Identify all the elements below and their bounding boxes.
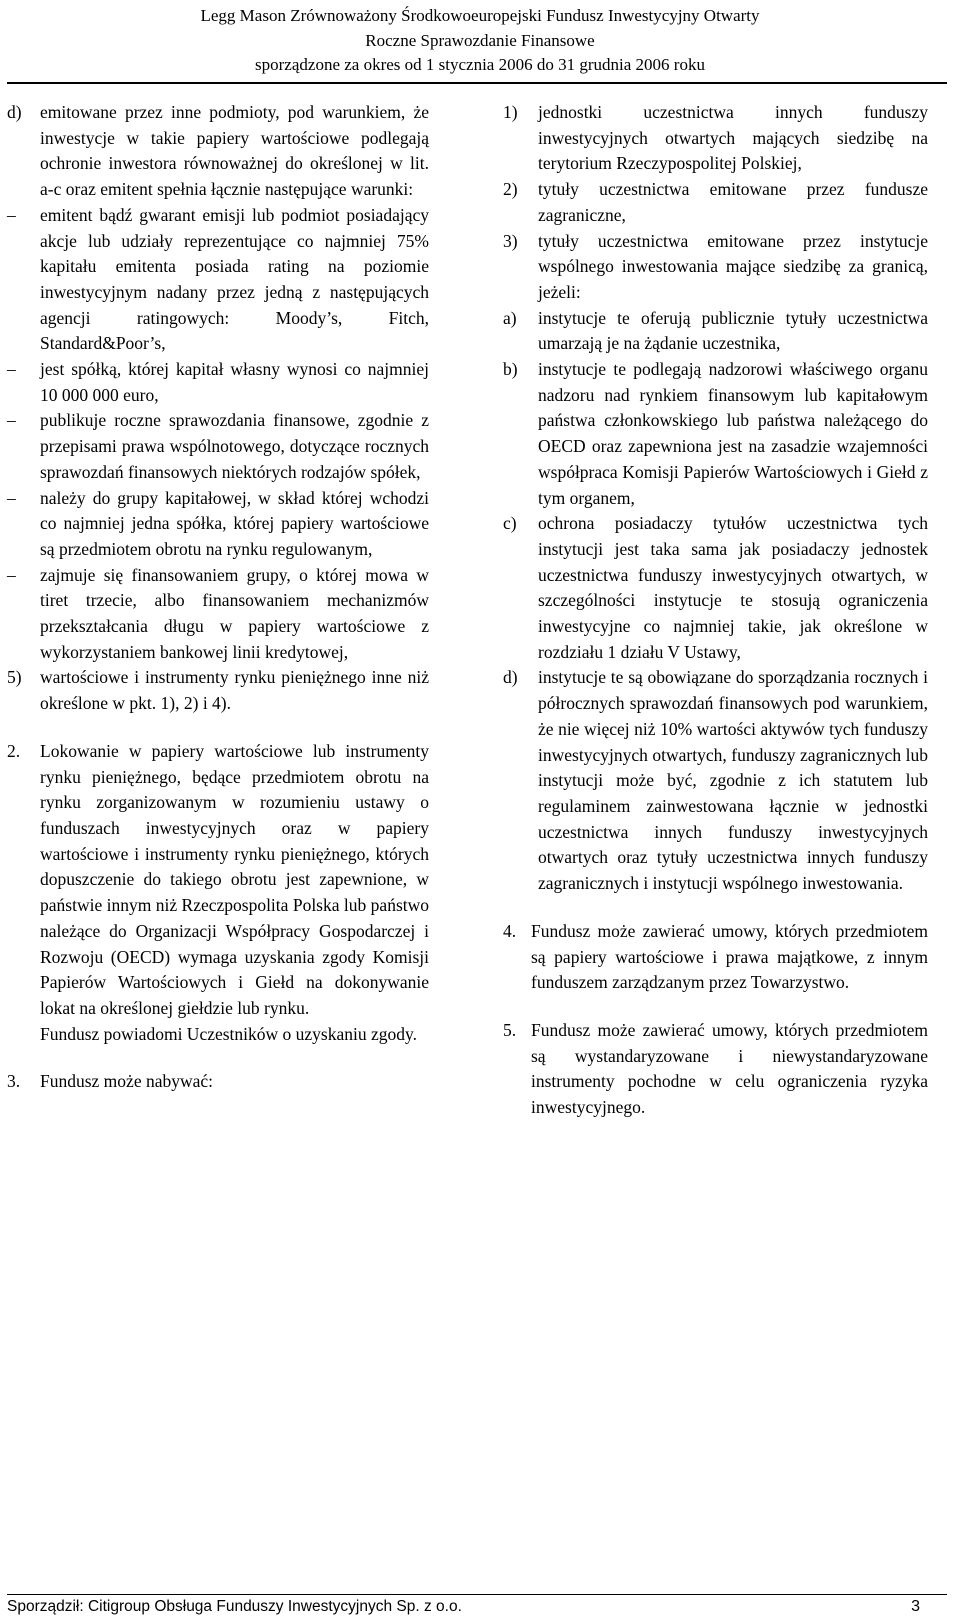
header-fund-name: Legg Mason Zrównoważony Środkowoeuropejski Fundusz Inwestycyjny Otwarty	[200, 6, 760, 25]
list-item	[503, 306, 928, 357]
dash-text: należy do grupy kapitałowej, w skład której wchodzi co najmniej jedna spółka, której papiery wartościowe są przedmiotem obrotu na rynku regulowanym,	[40, 487, 429, 559]
section-text-continued: Fundusz powiadomi Uczestników o uzyskaniu zgody.	[40, 1023, 418, 1044]
dash-item	[7, 203, 429, 357]
dash-item	[7, 357, 429, 408]
section-number: 5.	[503, 1019, 517, 1040]
item-label: b)	[503, 359, 518, 380]
dash-bullet: –	[7, 564, 16, 585]
section-number: 3.	[7, 1071, 21, 1092]
section-2	[7, 739, 429, 1047]
item-label: d)	[7, 102, 22, 122]
dash-text: zajmuje się finansowaniem grupy, o której mowa w tiret trzecie, albo finansowaniem mechanizmów przekształcania długu w papiery wartościowe z wykorzystaniem bankowej linii kredytowej,	[40, 564, 429, 662]
list-item	[503, 357, 928, 511]
dash-bullet: –	[7, 359, 16, 380]
item-label: c)	[503, 513, 517, 534]
item-label: d)	[503, 667, 518, 688]
section-3	[7, 1069, 429, 1095]
right-column	[503, 100, 928, 1121]
item-d	[7, 100, 429, 203]
list-item	[503, 665, 928, 896]
section-4	[503, 919, 928, 996]
item-label: 5)	[7, 667, 22, 688]
item-text: tytuły uczestnictwa emitowane przez fundusze zagraniczne,	[538, 179, 928, 225]
item-text: ochrona posiadaczy tytułów uczestnictwa tych instytucji jest taka sama jak posiadaczy jednostek uczestnictwa funduszy inwestycyjnych otwartych, w szczególności instytucje te stosują ograniczenia inwestycyjne co najmniej takie, jak określone w rozdziału 1 działu V Ustawy,	[538, 513, 928, 662]
item-text: instytucje te podlegają nadzorowi właściwego organu nadzoru nad rynkiem finansowym lub kapitałowym państwa członkowskiego lub państwa należącego do OECD oraz zapewniona jest na zasadzie wzajemności współpraca Komisji Papierów Wartościowych i Giełd z tym organem,	[538, 359, 928, 508]
dash-item	[7, 563, 429, 666]
item-text: jednostki uczestnictwa innych funduszy inwestycyjnych otwartych mających siedzibę na terytorium Rzeczypospolitej Polskiej,	[538, 102, 928, 174]
section-text: Fundusz może zawierać umowy, których przedmiotem są papiery wartościowe i prawa majątkowe, z innym funduszem zarządzanym przez Towarzystwo.	[531, 920, 928, 993]
item-label: a)	[503, 307, 517, 328]
item-5	[7, 665, 429, 716]
page-header	[0, 4, 960, 78]
dash-bullet: –	[7, 487, 16, 508]
dash-text: publikuje roczne sprawozdania finansowe, zgodnie z przepisami prawa wspólnotowego, dotyczące rocznych sprawozdań finansowych niektórych rodzajów spółek,	[40, 410, 429, 482]
header-period: sporządzone za okres od 1 stycznia 2006 do 31 grudnia 2006 roku	[255, 55, 705, 74]
list-item	[503, 511, 928, 665]
dash-item	[7, 486, 429, 563]
section-text: Lokowanie w papiery wartościowe lub instrumenty rynku pieniężnego, będące przedmiotem obrotu na rynku zorganizowanym w rozumieniu ustawy o funduszach inwestycyjnych oraz w papiery wartościowe i instrumenty rynku pieniężnego, których dopuszczenie do takiego obrotu jest zapewnione, w państwie innym niż Rzeczpospolita Polska lub państwo należące do Organizacji Współpracy Gospodarczej i Rozwoju (OECD) wymaga uzyskania zgody Komisji Papierów Wartościowych i Giełd na dokonywanie lokat na określonej giełdzie lub rynku.	[40, 740, 429, 1018]
dash-text: emitent bądź gwarant emisji lub podmiot posiadający akcje lub udziały reprezentujące co najmniej 75% kapitału emitenta posiada rating na poziomie inwestycyjnym nadany przez jedną z następujących agencji ratingowych: Moody’s, Fitch, Standard&Poor’s,	[40, 204, 429, 354]
dash-item	[7, 408, 429, 485]
item-text: emitowane przez inne podmioty, pod warunkiem, że inwestycje w takie papiery wartościowe podlegają ochronie inwestora równoważnej do określonej w lit. a-c oraz emitent spełnia łącznie następujące warunki:	[40, 102, 429, 200]
footer-preparer: Sporządził: Citigroup Obsługa Funduszy Inwestycyjnych Sp. z o.o.	[7, 1598, 462, 1615]
item-label: 2)	[503, 179, 518, 200]
item-label: 3)	[503, 230, 518, 251]
list-item	[503, 177, 928, 228]
dash-bullet: –	[7, 204, 16, 225]
item-text: wartościowe i instrumenty rynku pieniężnego inne niż określone w pkt. 1), 2) i 4).	[40, 667, 429, 714]
section-text: Fundusz może zawierać umowy, których przedmiotem są wystandaryzowane i niewystandaryzowane instrumenty pochodne w celu ograniczenia ryzyka inwestycyjnego.	[531, 1019, 928, 1118]
left-column	[7, 100, 429, 1095]
dash-text: jest spółką, której kapitał własny wynosi co najmniej 10 000 000 euro,	[40, 359, 429, 405]
footer-divider	[7, 1594, 947, 1595]
item-label: 1)	[503, 102, 518, 122]
header-report-title: Roczne Sprawozdanie Finansowe	[365, 30, 595, 50]
list-item	[503, 100, 928, 177]
item-text: instytucje te oferują publicznie tytuły uczestnictwa umarzają je na żądanie uczestnika,	[538, 307, 928, 354]
page-number: 3	[911, 1598, 920, 1615]
section-number: 2.	[7, 740, 21, 761]
item-text: tytuły uczestnictwa emitowane przez instytucje wspólnego inwestowania mające siedzibę za granicą, jeżeli:	[538, 230, 928, 302]
list-item	[503, 229, 928, 306]
section-5	[503, 1018, 928, 1121]
dash-bullet: –	[7, 410, 16, 431]
item-text: instytucje te są obowiązane do sporządzania rocznych i półrocznych sprawozdań finansowych pod warunkiem, że nie więcej niż 10% wartości aktywów tych funduszy inwestycyjnych otwartych, funduszy zagranicznych lub instytucji może być, zgodnie z ich statutem lub regulaminem zainwestowana łącznie w jednostki uczestnictwa innych funduszy inwestycyjnych otwartych oraz tytuły uczestnictwa innych funduszy zagranicznych i instytucji wspólnego inwestowania.	[538, 667, 928, 894]
section-text: Fundusz może nabywać:	[40, 1071, 214, 1092]
header-divider	[7, 82, 947, 84]
section-number: 4.	[503, 920, 517, 941]
